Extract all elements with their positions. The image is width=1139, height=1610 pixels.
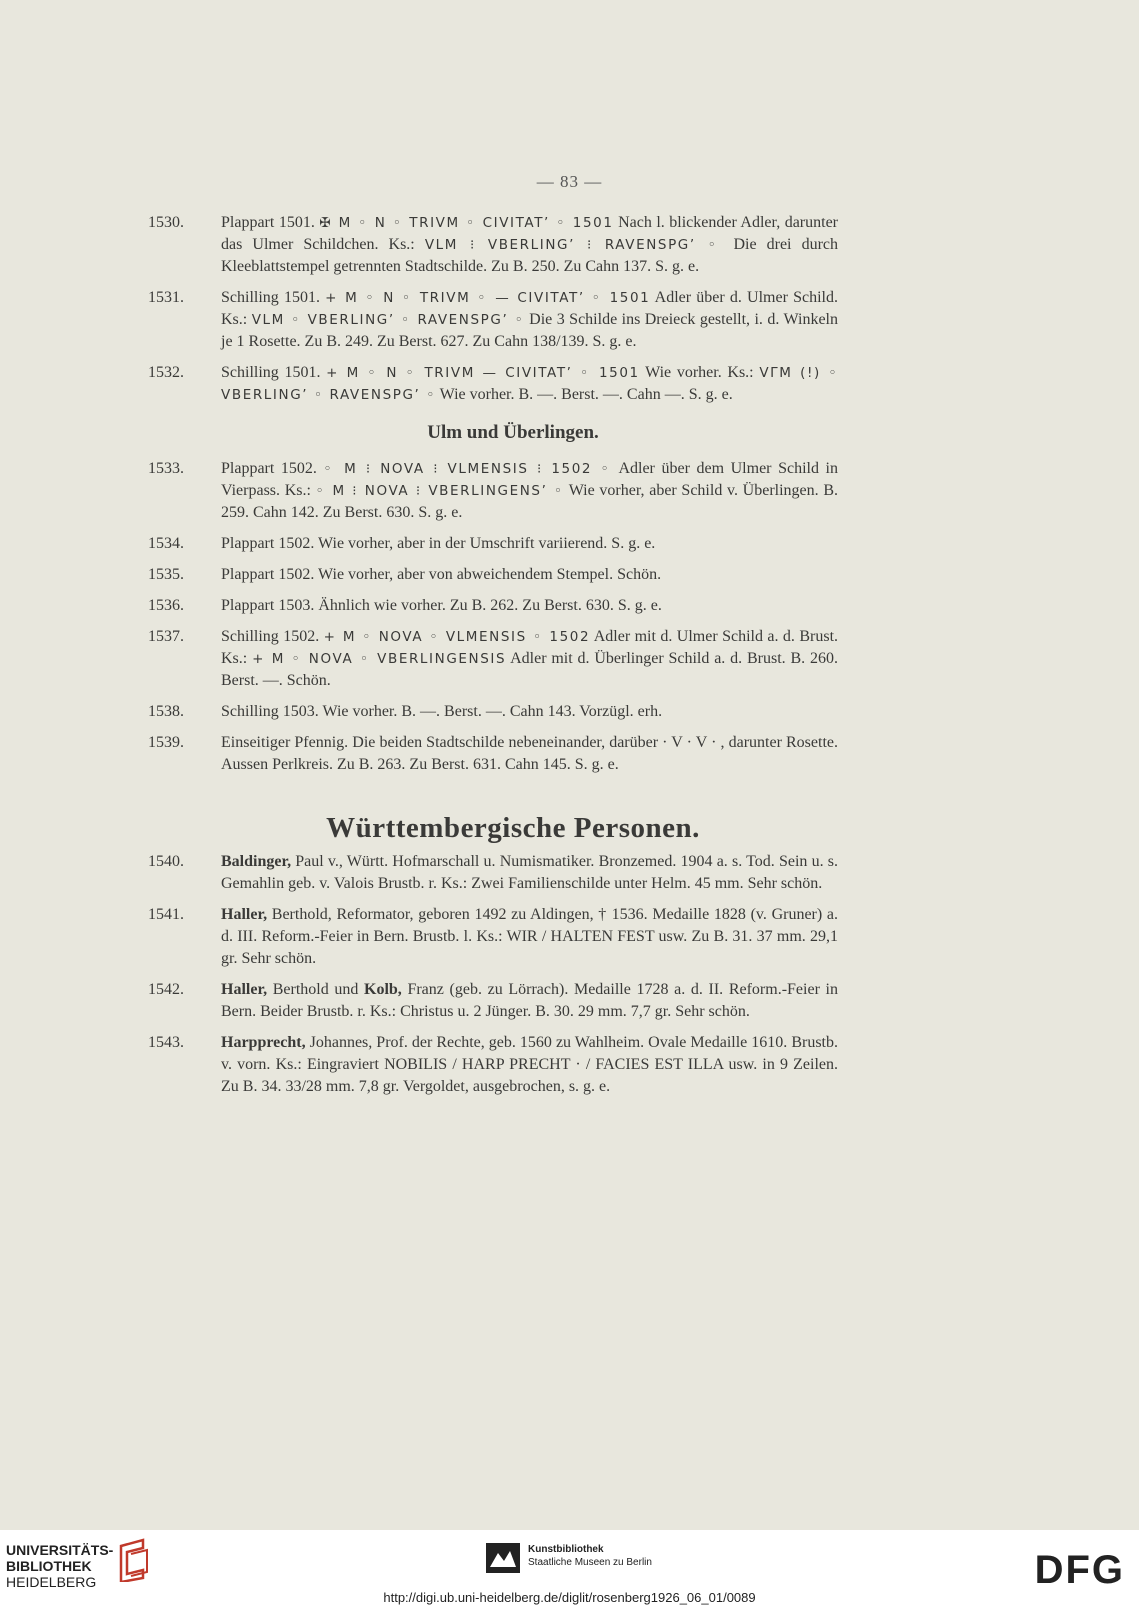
ub-heidelberg-logo[interactable]: UNIVERSITÄTS- BIBLIOTHEK HEIDELBERG xyxy=(6,1542,114,1590)
entry-text: Schilling 1501. xyxy=(221,364,327,381)
entry-text: Wie vorher, aber Schild v. Überlingen. B. 259. Cahn 142. Zu Berst. 630. S. g. e. xyxy=(221,482,839,521)
section-heading-ulm-ueberlingen: Ulm und Überlingen. xyxy=(427,422,599,443)
entry-text: Adler über d. Ulmer Schild. Ks.: xyxy=(221,289,838,328)
entry-text: Plappart 1502. Wie vorher, aber in der Umschrift variierend. S. g. e. xyxy=(221,535,656,552)
person-name: Kolb, xyxy=(364,981,402,998)
catalog-entry xyxy=(148,595,838,617)
entry-text: Plappart 1501. xyxy=(221,214,320,231)
catalog-entry xyxy=(148,458,838,524)
entry-number: 1532. xyxy=(148,364,184,381)
entry-number: 1535. xyxy=(148,566,184,583)
entry-text: Franz (geb. zu Lörrach). Medaille 1728 a. d. II. Reform.-Feier in Bern. Beider Brustb. r. Ks.: Christus u. 2 Jünger. B. 30. 29 mm. 7,7 gr. Sehr schön. xyxy=(221,981,838,1020)
entry-number: 1531. xyxy=(148,289,184,306)
coin-legend: + M ◦ N ◦ TRIVM — CIVITAT’ ◦ 1501 xyxy=(326,365,640,381)
catalog-entry xyxy=(148,851,838,895)
entry-text: Plappart 1503. Ähnlich wie vorher. Zu B. 262. Zu Berst. 630. S. g. e. xyxy=(221,597,662,614)
coin-legend: VΓM (!) ◦ VBERLING’ ◦ RAVENSPG’ ◦ xyxy=(221,365,839,403)
catalog-entry xyxy=(148,287,838,353)
entry-text: Adler mit d. Überlinger Schild a. d. Brust. B. 260. Berst. —. Schön. xyxy=(221,650,838,689)
entry-text: Johannes, Prof. der Rechte, geb. 1560 zu Wahlheim. Ovale Medaille 1610. Brustb. v. vorn. Ks.: Eingraviert NOBILIS / HARP PRECHT · / FACIES EST ILLA usw. in 9 Zeilen. Zu B. 34. 33/28 mm. 7,8 gr. Vergoldet, ausgebrochen, s. g. e. xyxy=(221,1034,838,1095)
entry-number: 1542. xyxy=(148,981,184,998)
coin-legend: + M ◦ N ◦ TRIVM ◦ — CIVITAT’ ◦ 1501 xyxy=(325,290,651,306)
entry-text: Paul v., Württ. Hofmarschall u. Numismatiker. Bronzemed. 1904 a. s. Tod. Sein u. s. Gemahlin geb. v. Valois Brustb. r. Ks.: Zwei Familienschilde unter Helm. 45 mm. Sehr schön. xyxy=(221,853,838,892)
catalog-entry xyxy=(148,904,838,970)
entry-text: Adler über dem Ulmer Schild in Vierpass. Ks.: xyxy=(221,460,838,499)
catalog-entry xyxy=(148,1032,838,1098)
catalog-entry xyxy=(148,533,838,555)
coin-legend: ✠ M ◦ N ◦ TRIVM ◦ CIVITAT’ ◦ 1501 xyxy=(319,215,614,231)
catalog-entry xyxy=(148,362,838,406)
entry-text: Wie vorher. B. —. Berst. —. Cahn —. S. g. e. xyxy=(435,386,733,403)
entry-text: Schilling 1502. xyxy=(221,628,324,645)
entry-number: 1537. xyxy=(148,628,184,645)
entry-text: Plappart 1502. Wie vorher, aber von abweichendem Stempel. Schön. xyxy=(221,566,662,583)
permalink-url[interactable]: http://digi.ub.uni-heidelberg.de/diglit/rosenberg1926_06_01/0089 xyxy=(383,1590,756,1605)
kunstbibliothek-label[interactable]: Kunstbibliothek Staatliche Museen zu Berlin xyxy=(528,1544,652,1568)
kunstbibliothek-logo-icon xyxy=(486,1543,520,1573)
entry-number: 1541. xyxy=(148,906,184,923)
entry-text: Wie vorher. Ks.: xyxy=(639,364,760,381)
entry-text: Die 3 Schilde ins Dreieck gestellt, i. d. Winkeln je 1 Rosette. Zu B. 249. Zu Berst. 627. Zu Cahn 138/139. S. g. e. xyxy=(221,311,839,350)
entry-number: 1538. xyxy=(148,703,184,720)
entry-group-wuerttemberg xyxy=(148,851,838,1098)
entry-group-ulm xyxy=(148,212,838,406)
catalog-entries xyxy=(148,212,838,1107)
dfg-logo[interactable]: DFG xyxy=(1034,1548,1125,1592)
entry-text: Die drei durch Kleeblattstempel getrennten Stadtschilde. Zu B. 250. Zu Cahn 137. S. g. e. xyxy=(221,236,839,275)
person-name: Baldinger, xyxy=(221,853,292,870)
coin-legend: + M ◦ NOVA ◦ VBERLINGENSIS xyxy=(252,651,507,667)
entry-text: Einseitiger Pfennig. Die beiden Stadtschilde nebeneinander, darüber · V · V · , darunter Rosette. Aussen Perlkreis. Zu B. 263. Zu Berst. 631. Cahn 145. S. g. e. xyxy=(221,734,838,773)
section-heading-wuerttemberg: Württembergische Personen. xyxy=(326,812,700,844)
catalog-entry xyxy=(148,212,838,278)
entry-text: Adler mit d. Ulmer Schild a. d. Brust. Ks.: xyxy=(221,628,839,667)
entry-number: 1540. xyxy=(148,853,184,870)
entry-text: Berthold und xyxy=(267,981,365,998)
entry-text: Berthold, Reformator, geboren 1492 zu Aldingen, † 1536. Medaille 1828 (v. Gruner) a. d. III. Reform.-Feier in Bern. Brustb. l. Ks.: WIR / HALTEN FEST usw. Zu B. 31. 37 mm. 29,1 gr. Sehr schön. xyxy=(221,906,838,967)
page-number: — 83 — xyxy=(536,172,603,191)
catalog-entry xyxy=(148,979,838,1023)
catalog-entry xyxy=(148,564,838,586)
coin-legend: ◦ M ⁝ NOVA ⁝ VLMENSIS ⁝ 1502 ◦ xyxy=(323,461,613,477)
coin-legend: VLM ◦ VBERLING’ ◦ RAVENSPG’ ◦ xyxy=(251,312,525,328)
entry-number: 1534. xyxy=(148,535,184,552)
person-name: Haller, xyxy=(221,981,268,998)
entry-text: Plappart 1502. xyxy=(221,460,324,477)
entry-number: 1533. xyxy=(148,460,184,477)
catalog-entry xyxy=(148,626,838,692)
entry-number: 1530. xyxy=(148,214,184,231)
entry-text: Nach l. blickender Adler, darunter das Ulmer Schildchen. Ks.: xyxy=(221,214,838,253)
person-name: Haller, xyxy=(221,906,268,923)
entry-number: 1536. xyxy=(148,597,184,614)
entry-group-ulm-ueberlingen xyxy=(148,458,838,776)
catalog-entry xyxy=(148,732,838,776)
coin-legend: VLM ⁝ VBERLING’ ⁝ RAVENSPG’ ◦ xyxy=(424,237,724,253)
ub-heidelberg-emblem-icon xyxy=(113,1538,155,1582)
entry-text: Schilling 1501. xyxy=(221,289,326,306)
entry-number: 1543. xyxy=(148,1034,184,1051)
entry-text: Schilling 1503. Wie vorher. B. —. Berst. —. Cahn 143. Vorzügl. erh. xyxy=(221,703,663,720)
entry-number: 1539. xyxy=(148,734,184,751)
coin-legend: ◦ M ⁝ NOVA ⁝ VBERLINGENS’ ◦ xyxy=(315,483,565,499)
coin-legend: + M ◦ NOVA ◦ VLMENSIS ◦ 1502 xyxy=(323,629,591,645)
person-name: Harpprecht, xyxy=(221,1034,306,1051)
catalog-entry xyxy=(148,701,838,723)
